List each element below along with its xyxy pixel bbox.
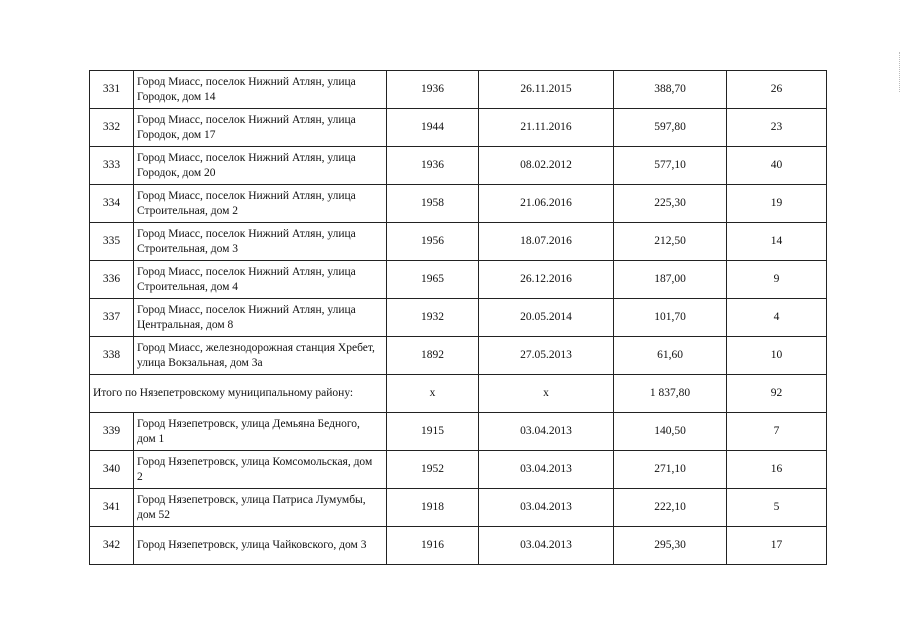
- row-date: 03.04.2013: [479, 413, 614, 451]
- row-count: 17: [727, 527, 827, 565]
- row-year: 1918: [387, 489, 479, 527]
- row-date: 03.04.2013: [479, 489, 614, 527]
- row-number: 332: [90, 109, 134, 147]
- row-area: 577,10: [614, 147, 727, 185]
- row-year: 1936: [387, 147, 479, 185]
- row-date: 20.05.2014: [479, 299, 614, 337]
- row-number: 337: [90, 299, 134, 337]
- table-row: [90, 451, 827, 489]
- table-row: [90, 147, 827, 185]
- table-row: [90, 223, 827, 261]
- row-address: Город Нязепетровск, улица Чайковского, дом 3: [134, 527, 387, 565]
- row-count: 10: [727, 337, 827, 375]
- row-area: 61,60: [614, 337, 727, 375]
- row-address: Город Нязепетровск, улица Патриса Лумумбы, дом 52: [134, 489, 387, 527]
- row-date: 03.04.2013: [479, 451, 614, 489]
- row-number: 338: [90, 337, 134, 375]
- row-address: Город Миасс, поселок Нижний Атлян, улица Городок, дом 20: [134, 147, 387, 185]
- row-year: 1958: [387, 185, 479, 223]
- row-address: Город Миасс, поселок Нижний Атлян, улица Центральная, дом 8: [134, 299, 387, 337]
- row-count: 23: [727, 109, 827, 147]
- row-year: 1956: [387, 223, 479, 261]
- row-date: 18.07.2016: [479, 223, 614, 261]
- row-count: 26: [727, 71, 827, 109]
- subtotal-area: 1 837,80: [614, 375, 727, 413]
- table-row: [90, 527, 827, 565]
- row-year: 1952: [387, 451, 479, 489]
- row-number: 333: [90, 147, 134, 185]
- row-count: 14: [727, 223, 827, 261]
- row-address: Город Миасс, поселок Нижний Атлян, улица Городок, дом 14: [134, 71, 387, 109]
- subtotal-label: Итого по Нязепетровскому муниципальному району:: [90, 375, 387, 413]
- row-count: 4: [727, 299, 827, 337]
- row-year: 1965: [387, 261, 479, 299]
- row-year: 1915: [387, 413, 479, 451]
- row-address: Город Нязепетровск, улица Комсомольская, дом 2: [134, 451, 387, 489]
- row-number: 335: [90, 223, 134, 261]
- row-address: Город Миасс, поселок Нижний Атлян, улица Городок, дом 17: [134, 109, 387, 147]
- row-year: 1916: [387, 527, 479, 565]
- table-row: [90, 489, 827, 527]
- row-count: 16: [727, 451, 827, 489]
- row-number: 331: [90, 71, 134, 109]
- table-row: [90, 299, 827, 337]
- row-address: Город Миасс, поселок Нижний Атлян, улица Строительная, дом 4: [134, 261, 387, 299]
- housing-register-table: [89, 70, 827, 565]
- row-address: Город Миасс, поселок Нижний Атлян, улица Строительная, дом 2: [134, 185, 387, 223]
- row-number: 342: [90, 527, 134, 565]
- table-row: [90, 71, 827, 109]
- subtotal-date: x: [479, 375, 614, 413]
- row-address: Город Нязепетровск, улица Демьяна Бедного, дом 1: [134, 413, 387, 451]
- row-count: 5: [727, 489, 827, 527]
- row-area: 222,10: [614, 489, 727, 527]
- scan-edge-mark: [899, 52, 903, 92]
- row-area: 225,30: [614, 185, 727, 223]
- row-area: 295,30: [614, 527, 727, 565]
- row-date: 03.04.2013: [479, 527, 614, 565]
- row-year: 1936: [387, 71, 479, 109]
- row-date: 26.12.2016: [479, 261, 614, 299]
- row-count: 9: [727, 261, 827, 299]
- row-number: 341: [90, 489, 134, 527]
- row-number: 339: [90, 413, 134, 451]
- row-count: 7: [727, 413, 827, 451]
- subtotal-count: 92: [727, 375, 827, 413]
- row-area: 271,10: [614, 451, 727, 489]
- row-date: 21.11.2016: [479, 109, 614, 147]
- table-row: [90, 413, 827, 451]
- table-row: [90, 109, 827, 147]
- subtotal-row: [90, 375, 827, 413]
- row-date: 26.11.2015: [479, 71, 614, 109]
- row-area: 212,50: [614, 223, 727, 261]
- row-area: 140,50: [614, 413, 727, 451]
- row-address: Город Миасс, железнодорожная станция Хребет, улица Вокзальная, дом 3а: [134, 337, 387, 375]
- row-count: 40: [727, 147, 827, 185]
- row-date: 08.02.2012: [479, 147, 614, 185]
- row-number: 340: [90, 451, 134, 489]
- row-number: 334: [90, 185, 134, 223]
- row-area: 597,80: [614, 109, 727, 147]
- table-row: [90, 185, 827, 223]
- subtotal-year: x: [387, 375, 479, 413]
- row-area: 187,00: [614, 261, 727, 299]
- row-date: 27.05.2013: [479, 337, 614, 375]
- row-date: 21.06.2016: [479, 185, 614, 223]
- table-row: [90, 261, 827, 299]
- row-area: 388,70: [614, 71, 727, 109]
- row-area: 101,70: [614, 299, 727, 337]
- row-address: Город Миасс, поселок Нижний Атлян, улица Строительная, дом 3: [134, 223, 387, 261]
- row-number: 336: [90, 261, 134, 299]
- table-row: [90, 337, 827, 375]
- row-count: 19: [727, 185, 827, 223]
- row-year: 1932: [387, 299, 479, 337]
- row-year: 1944: [387, 109, 479, 147]
- row-year: 1892: [387, 337, 479, 375]
